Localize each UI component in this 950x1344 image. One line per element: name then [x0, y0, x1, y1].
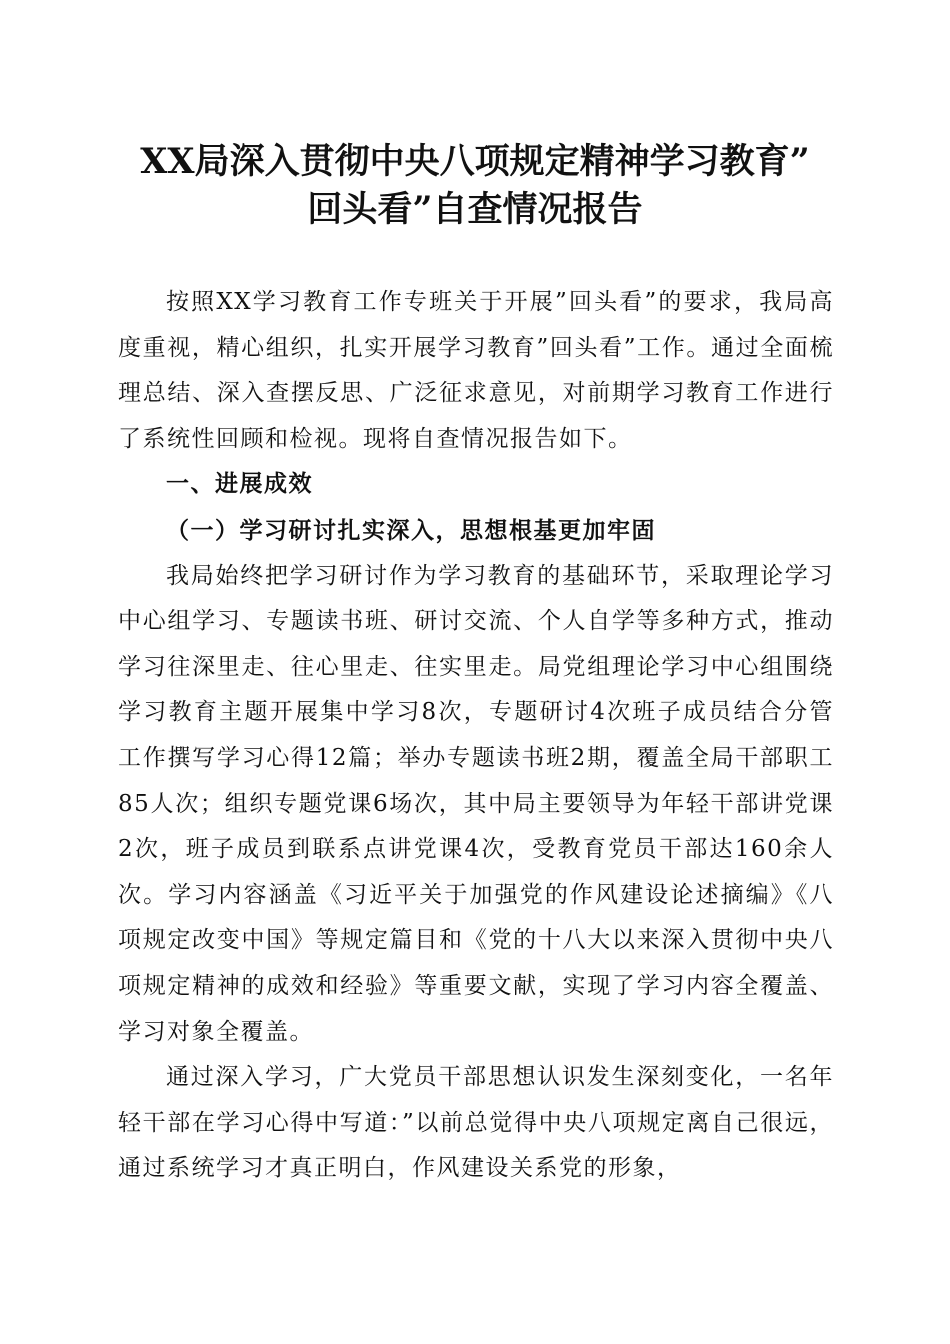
- body-paragraph-2: 通过深入学习，广大党员干部思想认识发生深刻变化，一名年轻干部在学习心得中写道：”以前总觉得中央八项规定离自己很远，通过系统学习才真正明白，作风建设关系党的形象，: [118, 1064, 834, 1182]
- section-heading-1: 一、进展成效: [166, 471, 313, 498]
- intro-paragraph: 按照XX学习教育工作专班关于开展”回头看”的要求，我局高度重视，精心组织，扎实开展学习教育”回头看”工作。通过全面梳理总结、深入查摆反思、广泛征求意见，对前期学习教育工作进行了系统性回顾和检视。现将自查情况报告如下。: [118, 289, 834, 452]
- document-title: [100, 138, 850, 234]
- document-body: [118, 280, 834, 1192]
- subsection-heading-1: （一）学习研讨扎实深入，思想根基更加牢固: [166, 516, 656, 544]
- title-line-2: 回头看”自查情况报告: [307, 189, 643, 230]
- body-paragraph-1: 我局始终把学习研讨作为学习教育的基础环节，采取理论学习中心组学习、专题读书班、研讨交流、个人自学等多种方式，推动学习往深里走、往心里走、往实里走。局党组理论学习中心组围绕学习教育主题开展集中学习8次，专题研讨4次班子成员结合分管工作撰写学习心得12篇；举办专题读书班2期，覆盖全局干部职工85人次；组织专题党课6场次，其中局主要领导为年轻干部讲党课2次，班子成员到联系点讲党课4次，受教育党员干部达160余人次。学习内容涵盖《习近平关于加强党的作风建设论述摘编》《八项规定改变中国》等规定篇目和《党的十八大以来深入贯彻中央八项规定精神的成效和经验》等重要文献，实现了学习内容全覆盖、学习对象全覆盖。: [118, 562, 834, 1045]
- title-line-1: XX局深入贯彻中央八项规定精神学习教育”: [140, 141, 810, 182]
